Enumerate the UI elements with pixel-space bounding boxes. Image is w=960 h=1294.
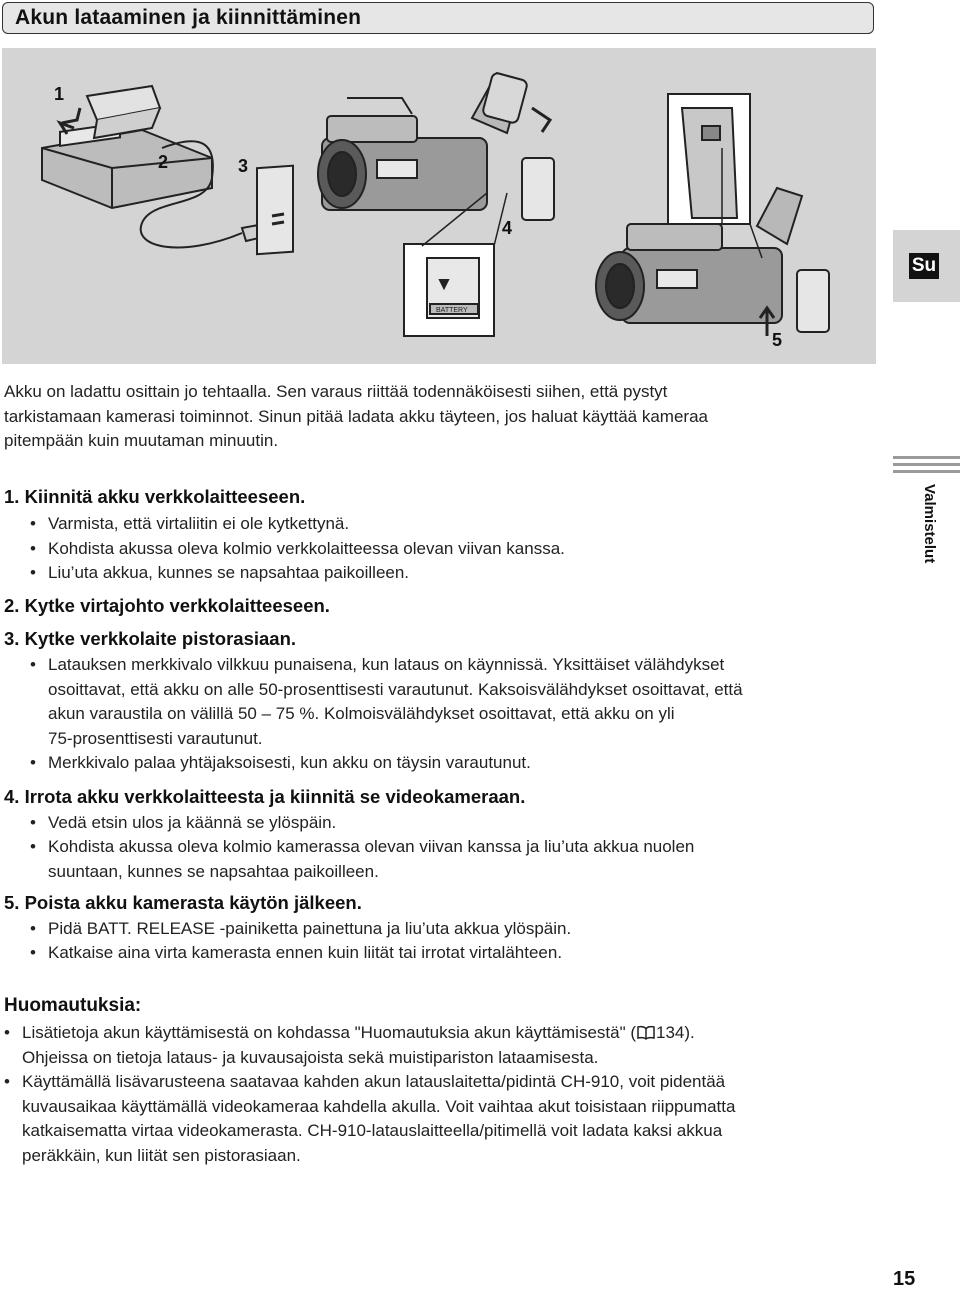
step-2-heading: 2. Kytke virtajohto verkkolaitteeseen. (4, 595, 330, 616)
step-5-bullet: • Pidä BATT. RELEASE -painiketta painettuna ja liu’uta akkua ylöspäin. (30, 919, 572, 938)
step-3-bullet: • Merkkivalo palaa yhtäjaksoisesti, kun akku on täysin varautunut. (30, 753, 531, 772)
camera-illustration-step5 (596, 94, 829, 336)
step-4-bullet: • Vedä etsin ulos ja käännä se ylöspäin. (30, 813, 337, 832)
step-label-1: 1 (54, 84, 65, 104)
page-title-bar (2, 2, 874, 34)
step-label-5: 5 (772, 330, 783, 350)
step-5-heading: 5. Poista akku kamerasta käytön jälkeen. (4, 892, 362, 913)
illustration-drawing (2, 48, 876, 364)
section-label: Valmistelut (921, 484, 938, 564)
book-reference-icon (636, 1025, 656, 1040)
language-badge: Su (909, 253, 939, 279)
step-1-heading: 1. Kiinnitä akku verkkolaitteeseen. (4, 486, 306, 507)
intro-line: Akku on ladattu osittain jo tehtaalla. Sen varaus riittää todennäköisesti siihen, että pystyt (4, 382, 668, 401)
section-marker-bar (893, 456, 960, 459)
illustration (2, 48, 876, 364)
battery-slot-inset (404, 193, 507, 336)
step-label-4: 4 (502, 218, 513, 238)
step-1-bullet: • Kohdista akussa oleva kolmio verkkolaitteessa olevan viivan kanssa. (30, 539, 565, 558)
page-number: 15 (893, 1268, 916, 1290)
page-title: Akun lataaminen ja kiinnittäminen (15, 6, 362, 29)
step-3-bullet: • Latauksen merkkivalo vilkkuu punaisena, kun lataus on käynnissä. Yksittäiset välähdykset osoittavat, että akku on alle 50-prosenttisesti varautunut. Kaksoisvälähdykset osoittavat, että akun varaustila on välillä 50 – 75 %. Kolmoisvälähdykset osoittavat, että akku on yli 75-prosenttisesti varautunut. (30, 655, 743, 748)
step-4-heading: 4. Irrota akku verkkolaitteesta ja kiinnitä se videokameraan. (4, 786, 526, 807)
section-marker-bar (893, 470, 960, 473)
step-5-bullet: • Katkaise aina virta kamerasta ennen kuin liität tai irrotat virtalähteen. (30, 943, 563, 962)
intro-line: tarkistamaan kamerasi toiminnot. Sinun pitää ladata akku täyteen, jos haluat käyttää kameraa (4, 406, 708, 426)
note-item: • Käyttämällä lisävarusteena saatavaa kahden akun latauslaitetta/pidintä CH-910, voit pidentää kuvausaikaa käyttämällä videokameraa kahdella akulla. Voit vaihtaa akut toisistaan riippumatta katkaisematta virtaa videokamerasta. CH-910-latauslaitteella/pitimellä voit ladata kaksi akkua peräkkäin, kun liität sen pistorasiaan. (4, 1072, 736, 1165)
step-1-bullet: • Liu’uta akkua, kunnes se napsahtaa paikoilleen. (30, 563, 410, 582)
section-marker-bar (893, 463, 960, 466)
intro-paragraph (4, 380, 884, 454)
intro-line: pitempään kuin muutaman minuutin. (4, 431, 279, 450)
step-1-bullet: • Varmista, että virtaliitin ei ole kytkettynä. (30, 514, 350, 533)
camera-illustration-step4 (318, 72, 554, 220)
step-4-bullet: • Kohdista akussa oleva kolmio kamerassa olevan viivan kanssa ja liu’uta akkua nuolen suuntaan, kunnes se napsahtaa paikoilleen. (30, 837, 695, 881)
step-3-heading: 3. Kytke verkkolaite pistorasiaan. (4, 628, 297, 649)
language-tab (893, 230, 960, 302)
battery-inset-label: BATTERY (436, 307, 468, 314)
step-label-2: 2 (158, 152, 169, 172)
notes-heading: Huomautuksia: (4, 995, 142, 1016)
note-item: • Lisätietoja akun käyttämisestä on kohdassa "Huomautuksia akun käyttämisestä" ( 134). Ohjeissa on tietoja lataus- ja kuvausajoista sekä muistipariston lataamisesta. (4, 1023, 695, 1067)
step-label-3: 3 (238, 156, 249, 176)
